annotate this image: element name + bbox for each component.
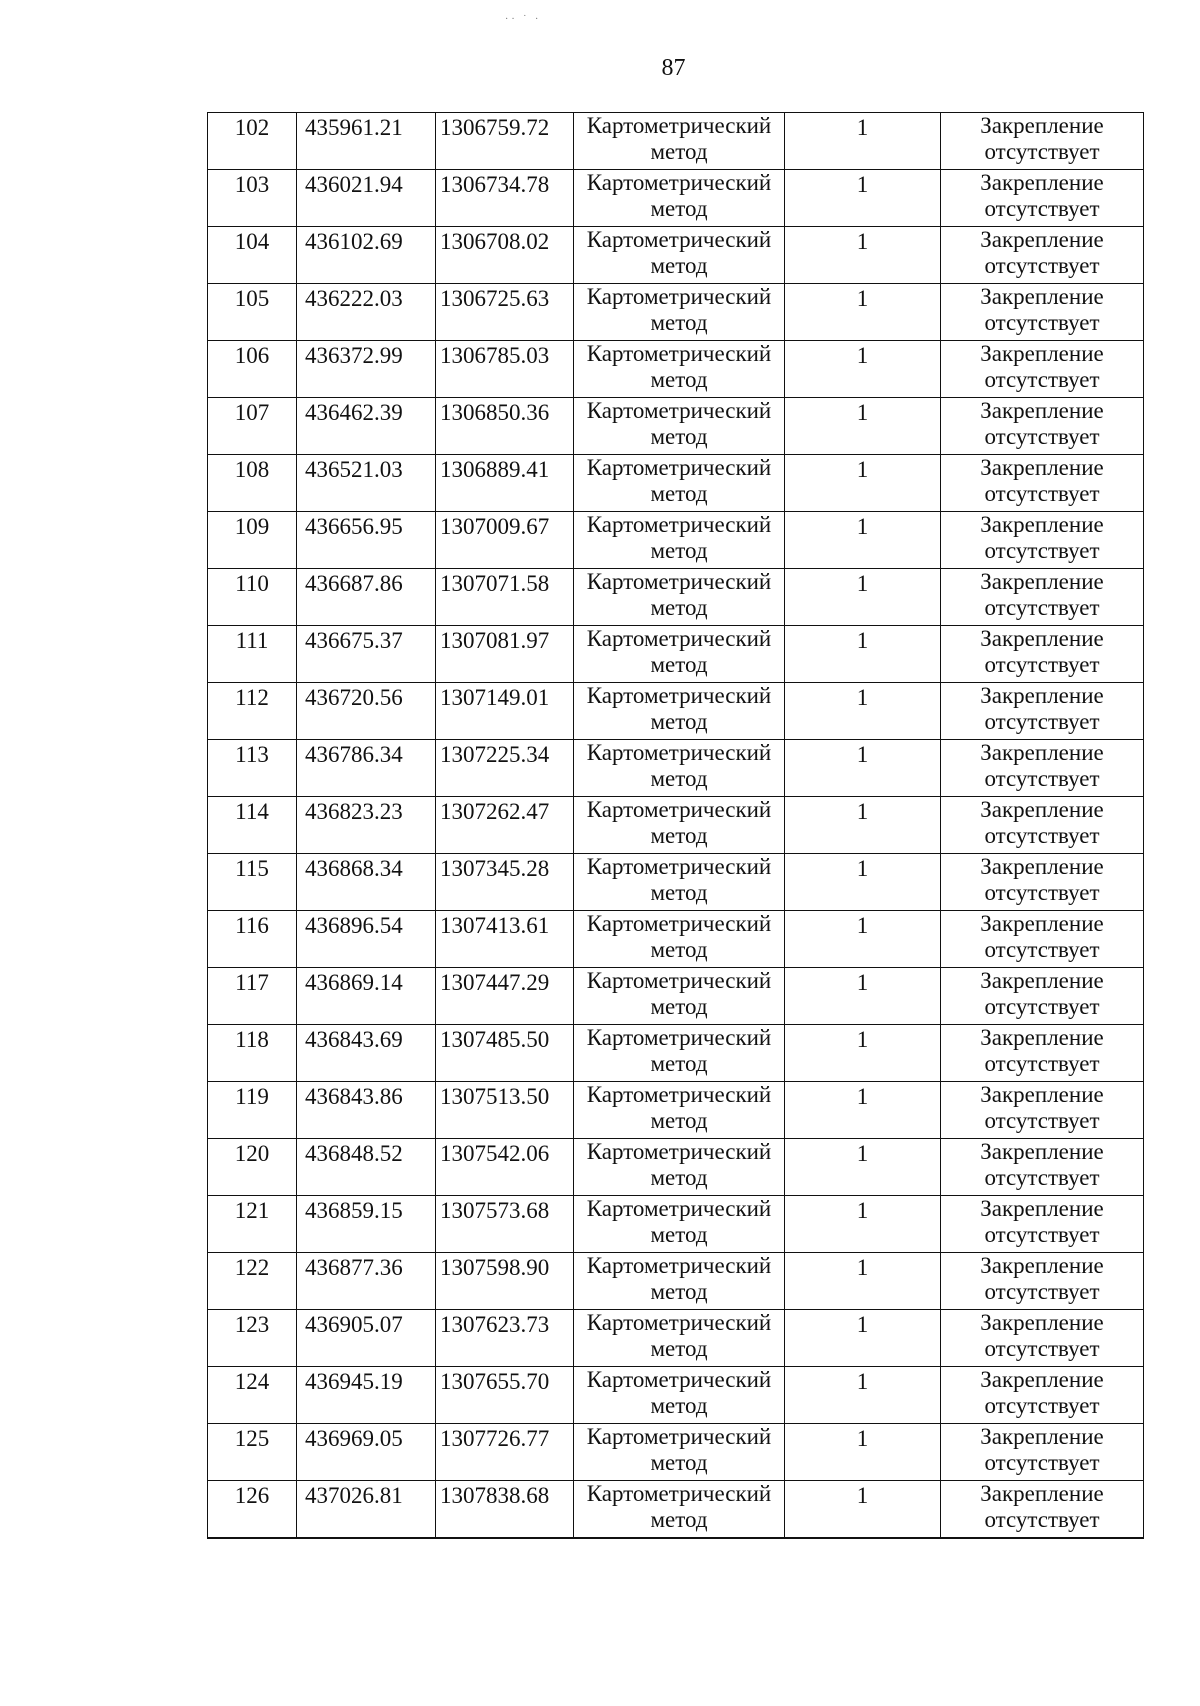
point-number-cell: 121 (208, 1196, 297, 1253)
point-number-cell: 119 (208, 1082, 297, 1139)
point-number-cell: 123 (208, 1310, 297, 1367)
count-cell: 1 (785, 740, 941, 797)
status-cell: Закрепление отсутствует (941, 170, 1144, 227)
status-cell: Закрепление отсутствует (941, 1082, 1144, 1139)
point-number-cell: 110 (208, 569, 297, 626)
x-coordinate-cell: 436843.69 (297, 1025, 436, 1082)
x-coordinate-cell: 436656.95 (297, 512, 436, 569)
count-cell: 1 (785, 854, 941, 911)
table-row (208, 569, 1144, 626)
x-coordinate-cell: 436372.99 (297, 341, 436, 398)
x-coordinate-cell: 436021.94 (297, 170, 436, 227)
point-number-cell: 116 (208, 911, 297, 968)
table-row (208, 1253, 1144, 1310)
point-number-cell: 124 (208, 1367, 297, 1424)
y-coordinate-cell: 1307542.06 (436, 1139, 574, 1196)
y-coordinate-cell: 1307726.77 (436, 1424, 574, 1481)
status-cell: Закрепление отсутствует (941, 1139, 1144, 1196)
y-coordinate-cell: 1307623.73 (436, 1310, 574, 1367)
status-cell: Закрепление отсутствует (941, 1310, 1144, 1367)
x-coordinate-cell: 436848.52 (297, 1139, 436, 1196)
status-cell: Закрепление отсутствует (941, 569, 1144, 626)
method-cell: Картометрический метод (574, 1196, 785, 1253)
count-cell: 1 (785, 1196, 941, 1253)
y-coordinate-cell: 1306850.36 (436, 398, 574, 455)
point-number-cell: 107 (208, 398, 297, 455)
table-row (208, 1310, 1144, 1367)
status-cell: Закрепление отсутствует (941, 398, 1144, 455)
status-cell: Закрепление отсутствует (941, 854, 1144, 911)
status-cell: Закрепление отсутствует (941, 1196, 1144, 1253)
x-coordinate-cell: 436462.39 (297, 398, 436, 455)
status-cell: Закрепление отсутствует (941, 1367, 1144, 1424)
point-number-cell: 114 (208, 797, 297, 854)
method-cell: Картометрический метод (574, 1310, 785, 1367)
y-coordinate-cell: 1307345.28 (436, 854, 574, 911)
table-row (208, 398, 1144, 455)
point-number-cell: 117 (208, 968, 297, 1025)
count-cell: 1 (785, 1139, 941, 1196)
status-cell: Закрепление отсутствует (941, 911, 1144, 968)
status-cell: Закрепление отсутствует (941, 113, 1144, 170)
table-row (208, 854, 1144, 911)
table-row (208, 170, 1144, 227)
status-cell: Закрепление отсутствует (941, 968, 1144, 1025)
table-row (208, 284, 1144, 341)
method-cell: Картометрический метод (574, 284, 785, 341)
count-cell: 1 (785, 1253, 941, 1310)
status-cell: Закрепление отсутствует (941, 740, 1144, 797)
point-number-cell: 102 (208, 113, 297, 170)
table-row (208, 797, 1144, 854)
status-cell: Закрепление отсутствует (941, 1424, 1144, 1481)
count-cell: 1 (785, 911, 941, 968)
table-row (208, 1367, 1144, 1424)
scan-artifact: ·· ˙ · (505, 14, 542, 25)
status-cell: Закрепление отсутствует (941, 455, 1144, 512)
y-coordinate-cell: 1306759.72 (436, 113, 574, 170)
y-coordinate-cell: 1307413.61 (436, 911, 574, 968)
table-row (208, 1082, 1144, 1139)
table-row (208, 740, 1144, 797)
method-cell: Картометрический метод (574, 1367, 785, 1424)
point-number-cell: 115 (208, 854, 297, 911)
status-cell: Закрепление отсутствует (941, 683, 1144, 740)
method-cell: Картометрический метод (574, 911, 785, 968)
method-cell: Картометрический метод (574, 854, 785, 911)
x-coordinate-cell: 436720.56 (297, 683, 436, 740)
page-number: 87 (661, 55, 686, 81)
count-cell: 1 (785, 1481, 941, 1539)
count-cell: 1 (785, 512, 941, 569)
y-coordinate-cell: 1307149.01 (436, 683, 574, 740)
point-number-cell: 105 (208, 284, 297, 341)
y-coordinate-cell: 1306734.78 (436, 170, 574, 227)
method-cell: Картометрический метод (574, 398, 785, 455)
x-coordinate-cell: 436222.03 (297, 284, 436, 341)
x-coordinate-cell: 436859.15 (297, 1196, 436, 1253)
method-cell: Картометрический метод (574, 113, 785, 170)
count-cell: 1 (785, 1310, 941, 1367)
x-coordinate-cell: 437026.81 (297, 1481, 436, 1539)
count-cell: 1 (785, 1025, 941, 1082)
y-coordinate-cell: 1307485.50 (436, 1025, 574, 1082)
y-coordinate-cell: 1307838.68 (436, 1481, 574, 1539)
point-number-cell: 104 (208, 227, 297, 284)
point-number-cell: 106 (208, 341, 297, 398)
status-cell: Закрепление отсутствует (941, 1025, 1144, 1082)
table-row (208, 1025, 1144, 1082)
coordinates-table (207, 112, 1144, 1539)
x-coordinate-cell: 436969.05 (297, 1424, 436, 1481)
x-coordinate-cell: 436823.23 (297, 797, 436, 854)
point-number-cell: 103 (208, 170, 297, 227)
method-cell: Картометрический метод (574, 1139, 785, 1196)
point-number-cell: 118 (208, 1025, 297, 1082)
y-coordinate-cell: 1307513.50 (436, 1082, 574, 1139)
method-cell: Картометрический метод (574, 512, 785, 569)
point-number-cell: 108 (208, 455, 297, 512)
x-coordinate-cell: 436102.69 (297, 227, 436, 284)
method-cell: Картометрический метод (574, 569, 785, 626)
x-coordinate-cell: 436687.86 (297, 569, 436, 626)
method-cell: Картометрический метод (574, 1025, 785, 1082)
point-number-cell: 111 (208, 626, 297, 683)
method-cell: Картометрический метод (574, 341, 785, 398)
table-row (208, 455, 1144, 512)
method-cell: Картометрический метод (574, 1481, 785, 1539)
x-coordinate-cell: 435961.21 (297, 113, 436, 170)
count-cell: 1 (785, 797, 941, 854)
x-coordinate-cell: 436945.19 (297, 1367, 436, 1424)
count-cell: 1 (785, 626, 941, 683)
table-row (208, 1481, 1144, 1539)
y-coordinate-cell: 1307447.29 (436, 968, 574, 1025)
status-cell: Закрепление отсутствует (941, 227, 1144, 284)
x-coordinate-cell: 436868.34 (297, 854, 436, 911)
count-cell: 1 (785, 341, 941, 398)
method-cell: Картометрический метод (574, 968, 785, 1025)
count-cell: 1 (785, 1367, 941, 1424)
count-cell: 1 (785, 683, 941, 740)
y-coordinate-cell: 1306708.02 (436, 227, 574, 284)
method-cell: Картометрический метод (574, 797, 785, 854)
method-cell: Картометрический метод (574, 1253, 785, 1310)
count-cell: 1 (785, 227, 941, 284)
count-cell: 1 (785, 113, 941, 170)
point-number-cell: 125 (208, 1424, 297, 1481)
status-cell: Закрепление отсутствует (941, 284, 1144, 341)
point-number-cell: 112 (208, 683, 297, 740)
y-coordinate-cell: 1307009.67 (436, 512, 574, 569)
method-cell: Картометрический метод (574, 683, 785, 740)
point-number-cell: 113 (208, 740, 297, 797)
table-row (208, 626, 1144, 683)
table-row (208, 227, 1144, 284)
y-coordinate-cell: 1306785.03 (436, 341, 574, 398)
point-number-cell: 122 (208, 1253, 297, 1310)
table-row (208, 683, 1144, 740)
x-coordinate-cell: 436896.54 (297, 911, 436, 968)
table-row (208, 1139, 1144, 1196)
count-cell: 1 (785, 1082, 941, 1139)
status-cell: Закрепление отсутствует (941, 626, 1144, 683)
point-number-cell: 120 (208, 1139, 297, 1196)
count-cell: 1 (785, 455, 941, 512)
table-row (208, 341, 1144, 398)
y-coordinate-cell: 1307225.34 (436, 740, 574, 797)
status-cell: Закрепление отсутствует (941, 341, 1144, 398)
y-coordinate-cell: 1306725.63 (436, 284, 574, 341)
x-coordinate-cell: 436675.37 (297, 626, 436, 683)
count-cell: 1 (785, 398, 941, 455)
method-cell: Картометрический метод (574, 740, 785, 797)
y-coordinate-cell: 1307071.58 (436, 569, 574, 626)
x-coordinate-cell: 436869.14 (297, 968, 436, 1025)
method-cell: Картометрический метод (574, 1082, 785, 1139)
status-cell: Закрепление отсутствует (941, 1481, 1144, 1539)
method-cell: Картометрический метод (574, 455, 785, 512)
count-cell: 1 (785, 1424, 941, 1481)
y-coordinate-cell: 1306889.41 (436, 455, 574, 512)
count-cell: 1 (785, 170, 941, 227)
method-cell: Картометрический метод (574, 626, 785, 683)
method-cell: Картометрический метод (574, 1424, 785, 1481)
table-row (208, 968, 1144, 1025)
table-row (208, 911, 1144, 968)
status-cell: Закрепление отсутствует (941, 797, 1144, 854)
x-coordinate-cell: 436521.03 (297, 455, 436, 512)
count-cell: 1 (785, 284, 941, 341)
x-coordinate-cell: 436905.07 (297, 1310, 436, 1367)
table-row (208, 113, 1144, 170)
y-coordinate-cell: 1307262.47 (436, 797, 574, 854)
x-coordinate-cell: 436843.86 (297, 1082, 436, 1139)
status-cell: Закрепление отсутствует (941, 512, 1144, 569)
point-number-cell: 109 (208, 512, 297, 569)
method-cell: Картометрический метод (574, 170, 785, 227)
y-coordinate-cell: 1307081.97 (436, 626, 574, 683)
count-cell: 1 (785, 569, 941, 626)
table-row (208, 1424, 1144, 1481)
table-row (208, 1196, 1144, 1253)
point-number-cell: 126 (208, 1481, 297, 1539)
table-body (208, 113, 1144, 1539)
x-coordinate-cell: 436786.34 (297, 740, 436, 797)
method-cell: Картометрический метод (574, 227, 785, 284)
y-coordinate-cell: 1307598.90 (436, 1253, 574, 1310)
x-coordinate-cell: 436877.36 (297, 1253, 436, 1310)
status-cell: Закрепление отсутствует (941, 1253, 1144, 1310)
y-coordinate-cell: 1307573.68 (436, 1196, 574, 1253)
table-row (208, 512, 1144, 569)
count-cell: 1 (785, 968, 941, 1025)
y-coordinate-cell: 1307655.70 (436, 1367, 574, 1424)
